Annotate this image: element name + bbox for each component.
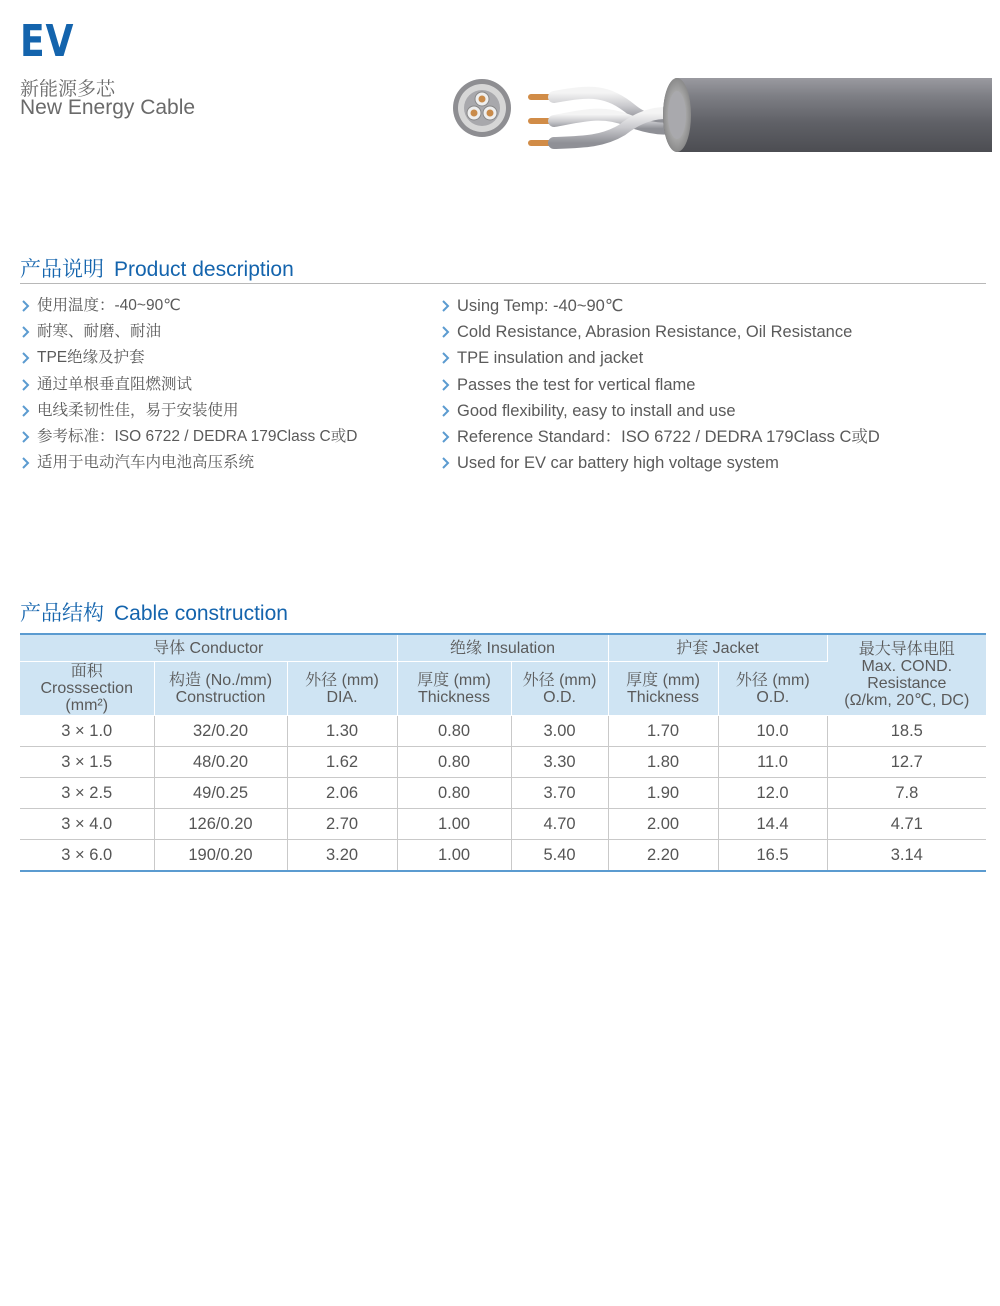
insulation-group-header: 绝缘 Insulation xyxy=(397,634,608,662)
chevron-right-icon xyxy=(440,450,452,476)
list-item: 耐寒、耐磨、耐油 xyxy=(20,319,357,345)
insulation-thickness-header: 厚度 (mm) Thickness xyxy=(397,662,511,716)
conductor-dia-header: 外径 (mm) DIA. xyxy=(287,662,397,716)
jacket-thickness-header: 厚度 (mm) Thickness xyxy=(608,662,718,716)
cable-illustration xyxy=(432,70,992,160)
description-list-en xyxy=(440,293,880,476)
product-description-heading: 产品说明 Product description xyxy=(20,258,294,281)
ev-logo: EV xyxy=(20,16,75,67)
table-group-header-row xyxy=(20,634,986,662)
list-item: Good flexibility, easy to install and use xyxy=(440,398,880,424)
list-item: 适用于电动汽车内电池高压系统 xyxy=(20,450,357,476)
resistance-header: 最大导体电阻 Max. COND. Resistance (Ω/km, 20℃, DC) xyxy=(827,634,986,716)
cable-construction-heading: 产品结构 Cable construction xyxy=(20,602,288,625)
jacket-od-header: 外径 (mm) O.D. xyxy=(718,662,827,716)
list-item: TPE绝缘及护套 xyxy=(20,345,357,371)
insulation-od-header: 外径 (mm) O.D. xyxy=(511,662,608,716)
chevron-right-icon xyxy=(440,424,452,450)
chevron-right-icon xyxy=(20,345,32,371)
list-item: 通过单根垂直阻燃测试 xyxy=(20,372,357,398)
list-item: 参考标准：ISO 6722 / DEDRA 179Class C或D xyxy=(20,424,357,450)
section-divider xyxy=(20,283,986,284)
list-item: Using Temp: -40~90℃ xyxy=(440,293,880,319)
table-row: 3 × 1.5 48/0.20 1.62 0.80 3.30 1.80 11.0 12.7 xyxy=(20,747,986,778)
product-title-en: New Energy Cable xyxy=(20,96,196,119)
list-item: Cold Resistance, Abrasion Resistance, Oil Resistance xyxy=(440,319,880,345)
list-item: Reference Standard：ISO 6722 / DEDRA 179Class C或D xyxy=(440,424,880,450)
jacket-group-header: 护套 Jacket xyxy=(608,634,827,662)
chevron-right-icon xyxy=(440,319,452,345)
chevron-right-icon xyxy=(20,450,32,476)
table-row: 3 × 6.0 190/0.20 3.20 1.00 5.40 2.20 16.5 3.14 xyxy=(20,840,986,872)
list-item: Used for EV car battery high voltage system xyxy=(440,450,880,476)
list-item: TPE insulation and jacket xyxy=(440,345,880,371)
chevron-right-icon xyxy=(20,424,32,450)
page-header xyxy=(20,18,980,168)
table-row: 3 × 2.5 49/0.25 2.06 0.80 3.70 1.90 12.0 7.8 xyxy=(20,778,986,809)
chevron-right-icon xyxy=(20,398,32,424)
list-item: Passes the test for vertical flame xyxy=(440,372,880,398)
table-row: 3 × 1.0 32/0.20 1.30 0.80 3.00 1.70 10.0 18.5 xyxy=(20,716,986,747)
construction-header: 构造 (No./mm) Construction xyxy=(154,662,287,716)
chevron-right-icon xyxy=(20,372,32,398)
chevron-right-icon xyxy=(440,372,452,398)
description-list-cn xyxy=(20,293,357,476)
chevron-right-icon xyxy=(440,293,452,319)
chevron-right-icon xyxy=(20,319,32,345)
chevron-right-icon xyxy=(20,293,32,319)
product-title-cn: 新能源多芯 xyxy=(20,79,116,100)
list-item: 使用温度：-40~90℃ xyxy=(20,293,357,319)
chevron-right-icon xyxy=(440,398,452,424)
cross-section-header: 面积 Crosssection (mm²) xyxy=(20,662,154,716)
list-item: 电线柔韧性佳，易于安装使用 xyxy=(20,398,357,424)
conductor-group-header: 导体 Conductor xyxy=(20,634,397,662)
chevron-right-icon xyxy=(440,345,452,371)
construction-table xyxy=(20,633,986,872)
table-row: 3 × 4.0 126/0.20 2.70 1.00 4.70 2.00 14.4 4.71 xyxy=(20,809,986,840)
